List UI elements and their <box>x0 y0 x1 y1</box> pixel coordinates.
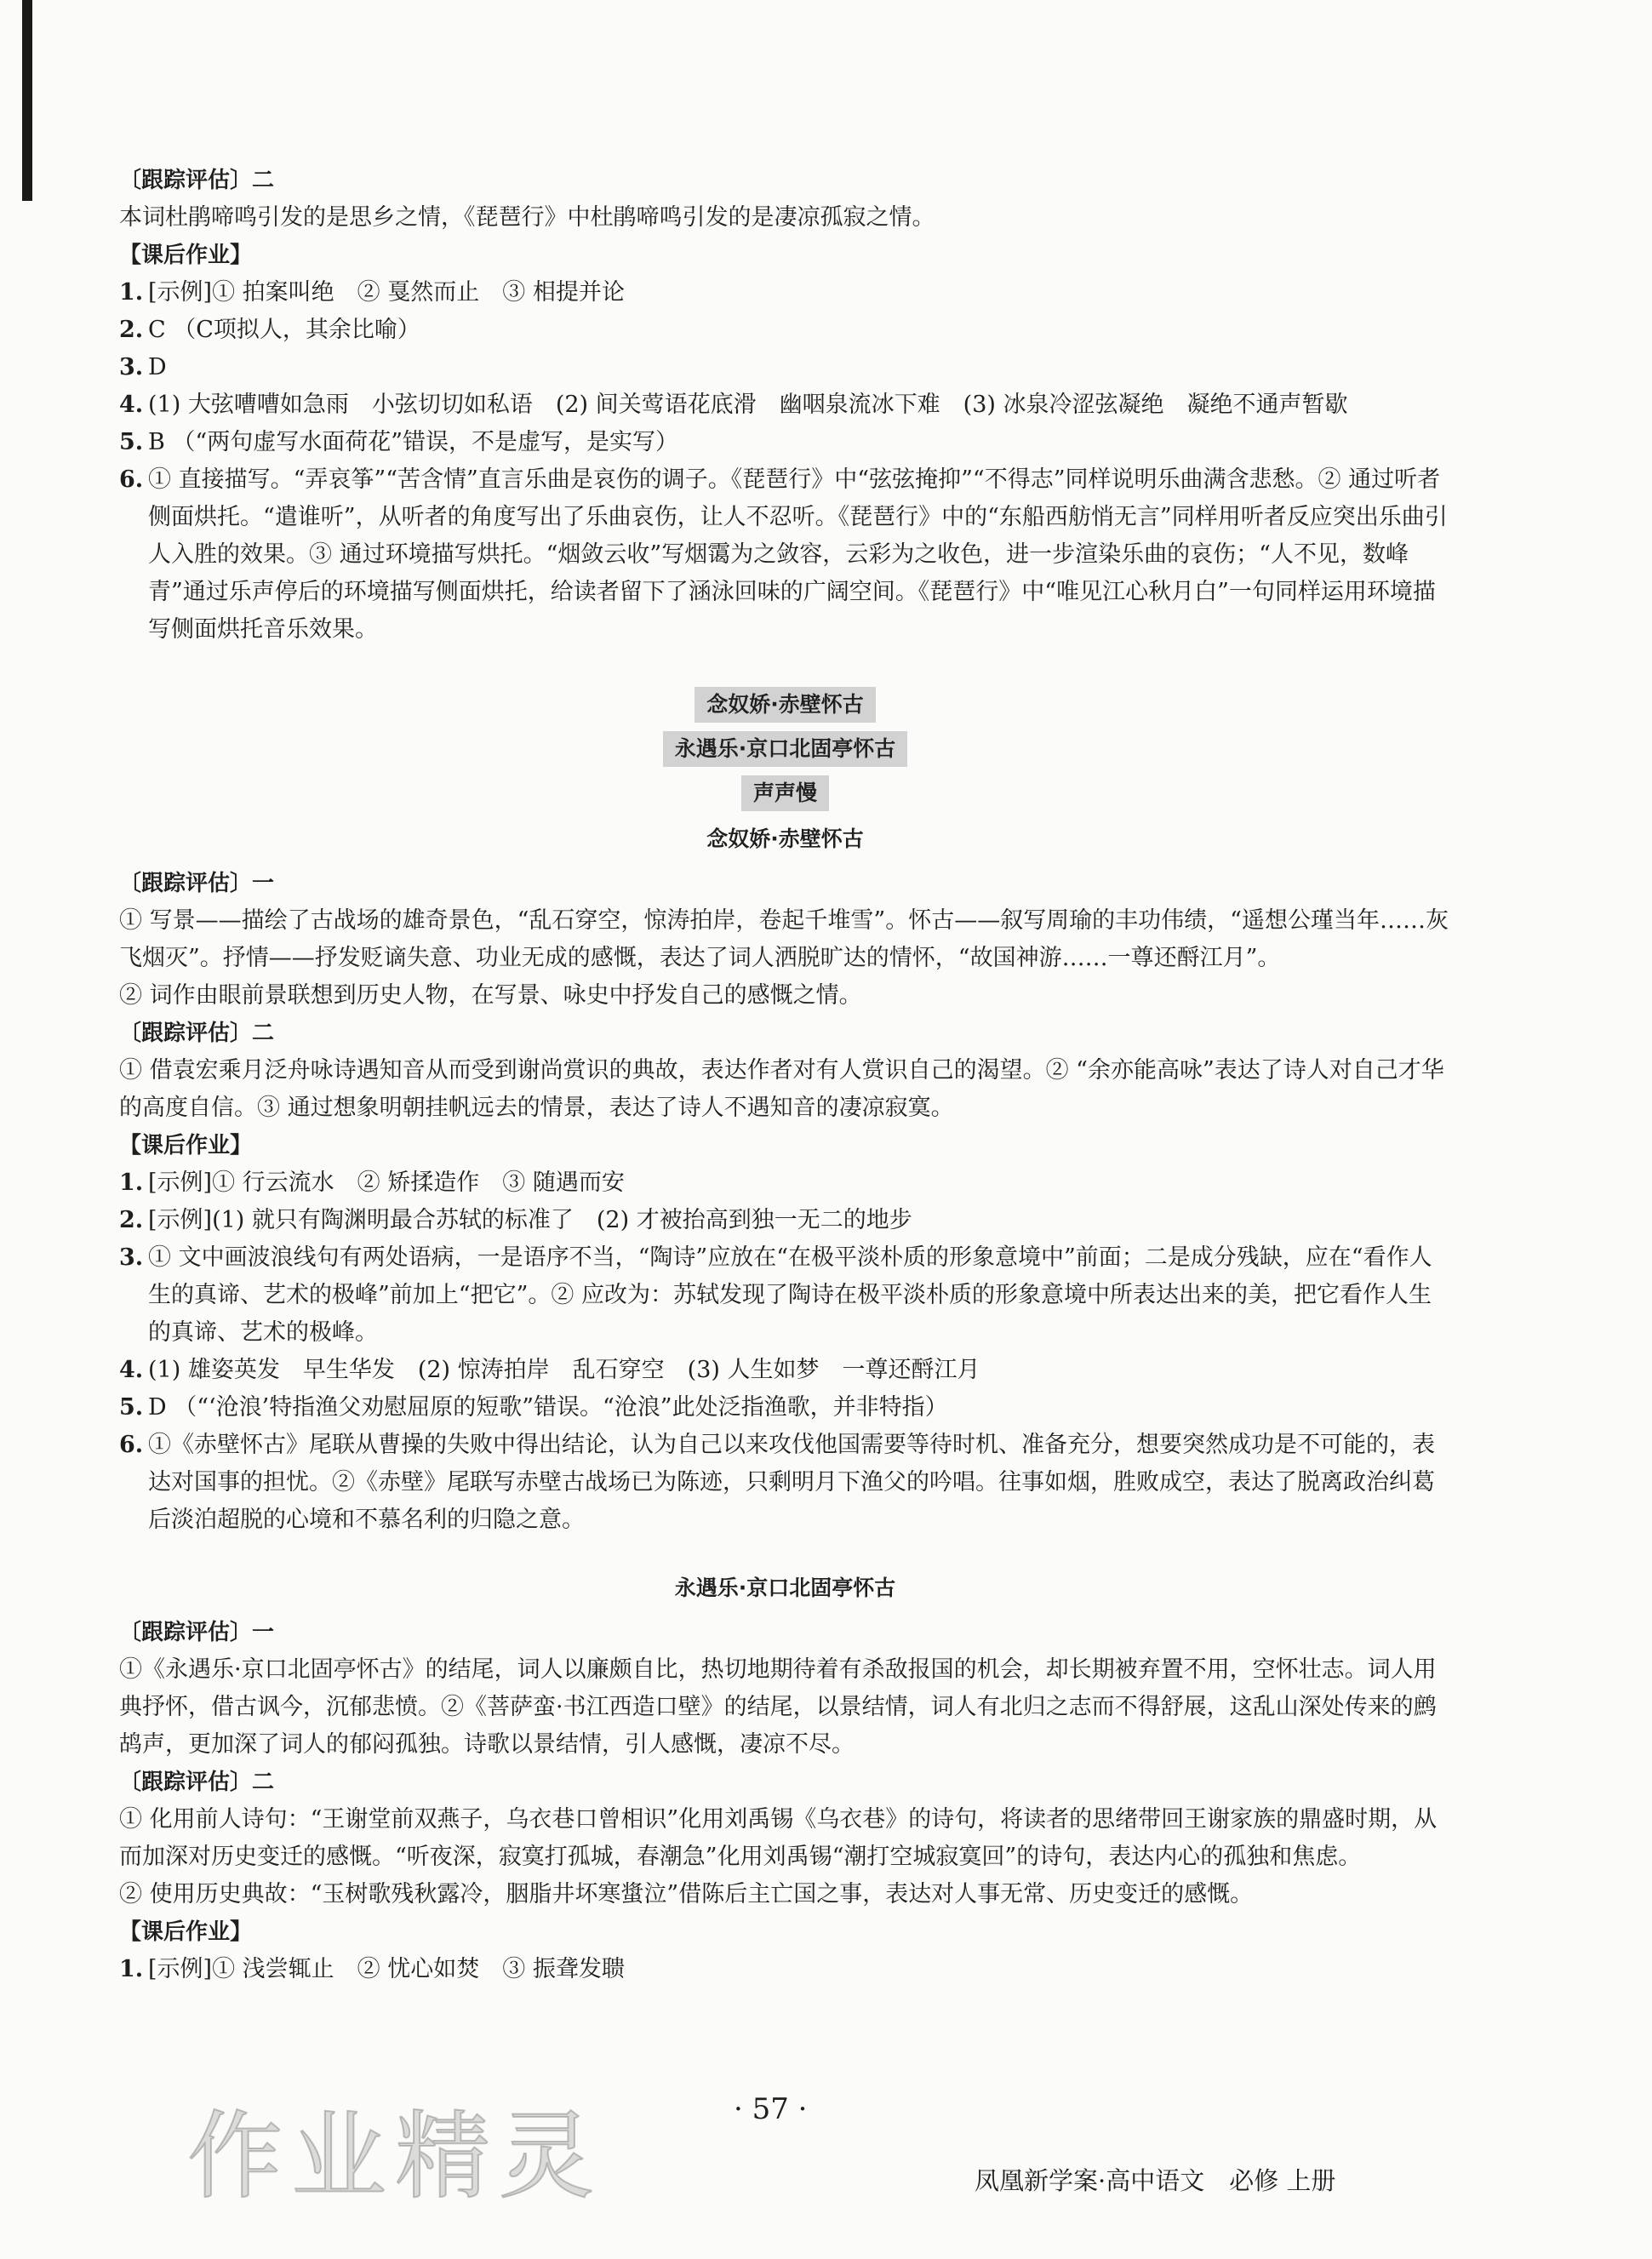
watermark: 作业精灵 <box>187 2102 603 2212</box>
binding-edge <box>22 0 32 201</box>
track-eval-2-heading: 〔跟踪评估〕二 <box>119 1021 275 1046</box>
book-info: 凤凰新学案·高中语文 必修 上册 <box>975 2166 1336 2195</box>
item-number: 6. <box>119 466 144 493</box>
item-number: 1. <box>119 1956 144 1982</box>
page-number: · 57 · <box>734 2092 808 2126</box>
item-number: 3. <box>119 354 144 380</box>
item-text: ①《赤壁怀古》尾联从曹操的失败中得出结论，认为自己以来攻伐他国需要等待时机、准备充分，想要突然成功是不可能的，表达对国事的担忧。②《赤壁》尾联写赤壁古战场已为陈迹，只剩明月下渔父的吟唱。往事如烟，胜败成空，表达了脱离政治纠葛后淡泊超脱的心境和不慕名利的归隐之意。 <box>148 1432 1435 1533</box>
item-text: [示例]① 拍案叫绝 ② 戛然而止 ③ 相提并论 <box>148 279 625 306</box>
homework-item <box>119 349 1451 386</box>
section-subtitle: 念奴娇·赤壁怀古 <box>706 826 864 851</box>
section-subtitle: 永遇乐·京口北固亭怀古 <box>674 1576 896 1600</box>
homework-item <box>119 1202 1451 1239</box>
item-number: 3. <box>119 1244 144 1271</box>
item-text: D <box>148 354 167 380</box>
track-eval-2-text: 本词杜鹃啼鸣引发的是思乡之情，《琵琶行》中杜鹃啼鸣引发的是凄凉孤寂之情。 <box>119 204 935 231</box>
item-text: D （“‘沧浪’特指渔父劝慰屈原的短歌”错误。“沧浪”此处泛指渔歌，并非特指） <box>148 1394 948 1421</box>
item-text: [示例]① 行云流水 ② 矫揉造作 ③ 随遇而安 <box>148 1170 625 1196</box>
track-eval-1-text: ①《永遇乐·京口北固亭怀古》的结尾，词人以廉颇自比，热切地期待着有杀敌报国的机会，却长期被弃置不用，空怀壮志。词人用典抒怀，借古讽今，沉郁悲愤。②《菩萨蛮·书江西造口壁》的结尾，以景结情，词人有北归之志而不得舒展，这乱山深处传来的鹧鸪声，更加深了词人的郁闷孤独。诗歌以景结情，引人感慨，凄凉不尽。 <box>119 1656 1437 1758</box>
homework-item <box>119 1352 1451 1389</box>
track-eval-1-text: ② 词作由眼前景联想到历史人物，在写景、咏史中抒发自己的感慨之情。 <box>119 982 862 1009</box>
item-number: 4. <box>119 1357 144 1383</box>
item-number: 5. <box>119 1394 144 1421</box>
item-number: 1. <box>119 1170 144 1196</box>
homework-item <box>119 1951 1451 1988</box>
homework-list <box>119 1951 1451 1988</box>
homework-list <box>119 1164 1451 1539</box>
homework-item <box>119 1239 1451 1352</box>
item-text: ① 直接描写。“弄哀筝”“苦含情”直言乐曲是哀伤的调子。《琵琶行》中“弦弦掩抑”“不得志”同样说明乐曲满含悲愁。② 通过听者侧面烘托。“遣谁听”，从听者的角度写出了乐曲哀伤，让人不忍听。《琵琶行》中的“东船西舫悄无言”同样用听者反应突出乐曲引人入胜的效果。③ 通过环境描写烘托。“烟敛云收”写烟霭为之敛容，云彩为之收色，进一步渲染乐曲的哀伤；“人不见，数峰青”通过乐声停后的环境描写侧面烘托，给读者留下了涵泳回味的广阔空间。《琵琶行》中“唯见江心秋月白”一句同样运用环境描写侧面烘托音乐效果。 <box>148 466 1448 643</box>
homework-item <box>119 1427 1451 1539</box>
track-eval-2-text: ① 借袁宏乘月泛舟咏诗遇知音从而受到谢尚赏识的典故，表达作者对有人赏识自己的渴望。② “余亦能高咏”表达了诗人对自己才华的高度自信。③ 通过想象明朝挂帆远去的情景，表达了诗人不遇知音的凄凉寂寞。 <box>119 1057 1444 1121</box>
homework-item <box>119 424 1451 461</box>
item-number: 4. <box>119 392 144 418</box>
item-number: 2. <box>119 317 144 343</box>
track-eval-1-heading: 〔跟踪评估〕一 <box>119 871 275 896</box>
homework-heading: 【课后作业】 <box>119 1919 253 1945</box>
track-eval-1-text: ① 写景——描绘了古战场的雄奇景色，“乱石穿空，惊涛拍岸，卷起千堆雪”。怀古——叙写周瑜的丰功伟绩，“遥想公瑾当年……灰飞烟灭”。抒情——抒发贬谪失意、功业无成的感慨，表达了词人洒脱旷达的情怀，“故国神游……一尊还酹江月”。 <box>119 907 1449 971</box>
track-eval-1-heading: 〔跟踪评估〕一 <box>119 1620 275 1645</box>
track-eval-2-text: ① 化用前人诗句：“王谢堂前双燕子，乌衣巷口曾相识”化用刘禹锡《乌衣巷》的诗句，将读者的思绪带回王谢家族的鼎盛时期，从而加深对历史变迁的感慨。“听夜深，寂寞打孤城，春潮急”化用刘禹锡“潮打空城寂寞回”的诗句，表达内心的孤独和焦虑。 <box>119 1806 1438 1870</box>
item-text: C （C项拟人，其余比喻） <box>148 317 420 343</box>
item-text: (1) 大弦嘈嘈如急雨 小弦切切如私语 (2) 间关莺语花底滑 幽咽泉流冰下难 (3) 冰泉冷涩弦凝绝 凝绝不通声暂歇 <box>148 392 1348 418</box>
item-text: (1) 雄姿英发 早生华发 (2) 惊涛拍岸 乱石穿空 (3) 人生如梦 一尊还酹江月 <box>148 1357 980 1383</box>
lesson-title: 念奴娇·赤壁怀古 <box>695 687 876 723</box>
answer-page <box>119 162 1451 1988</box>
homework-item <box>119 386 1451 424</box>
item-text: [示例](1) 就只有陶渊明最合苏轼的标准了 (2) 才被抬高到独一无二的地步 <box>148 1207 912 1233</box>
item-number: 2. <box>119 1207 144 1233</box>
item-number: 1. <box>119 279 144 306</box>
lesson-titles <box>119 683 1451 815</box>
item-text: ① 文中画波浪线句有两处语病，一是语序不当，“陶诗”应放在“在极平淡朴质的形象意境中”前面；二是成分残缺，应在“看作人生的真谛、艺术的极峰”前加上“把它”。② 应改为：苏轼发现了陶诗在极平淡朴质的形象意境中所表达出来的美，把它看作人生的真谛、艺术的极峰。 <box>148 1244 1432 1346</box>
track-eval-2-heading: 〔跟踪评估〕二 <box>119 1770 275 1795</box>
homework-heading: 【课后作业】 <box>119 1133 253 1158</box>
homework-item <box>119 274 1451 312</box>
homework-item <box>119 312 1451 349</box>
homework-item <box>119 1164 1451 1202</box>
track-eval-2-heading: 〔跟踪评估〕二 <box>119 168 275 193</box>
lesson-title: 永遇乐·京口北固亭怀古 <box>663 731 908 767</box>
page-footer <box>0 2090 1652 2259</box>
track-eval-2-text: ② 使用历史典故：“玉树歌残秋露冷，胭脂井坏寒螀泣”借陈后主亡国之事，表达对人事无常、历史变迁的感慨。 <box>119 1881 1254 1907</box>
homework-list <box>119 274 1451 649</box>
homework-item <box>119 1389 1451 1427</box>
item-number: 5. <box>119 429 144 455</box>
item-text: B （“两句虚写水面荷花”错误，不是虚写，是实写） <box>148 429 679 455</box>
item-number: 6. <box>119 1432 144 1458</box>
homework-heading: 【课后作业】 <box>119 243 253 268</box>
homework-item <box>119 461 1451 649</box>
item-text: [示例]① 浅尝辄止 ② 忧心如焚 ③ 振聋发聩 <box>148 1956 625 1982</box>
lesson-title: 声声慢 <box>741 775 829 811</box>
